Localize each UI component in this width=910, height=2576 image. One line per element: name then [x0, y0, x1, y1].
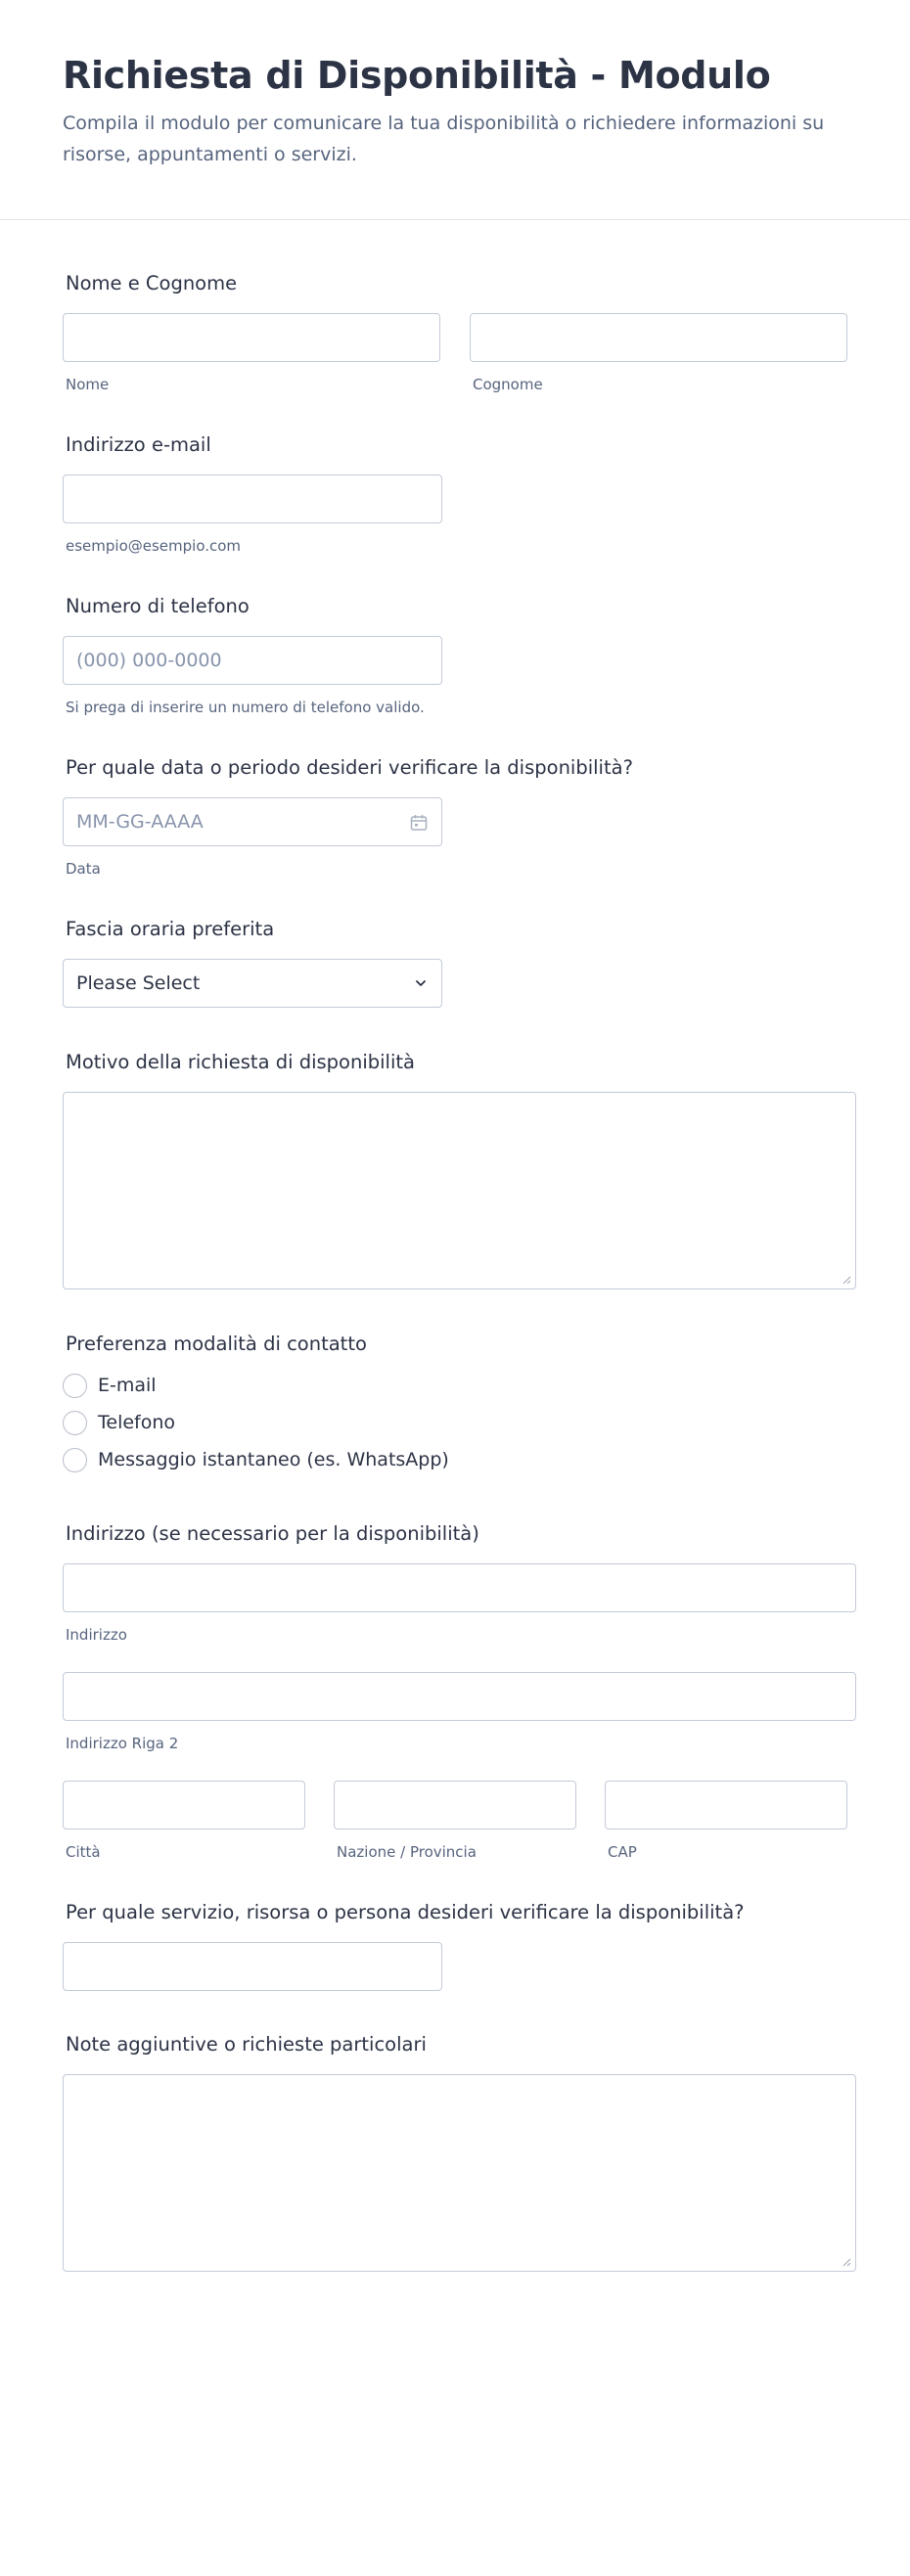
first-name-sublabel: Nome: [66, 376, 110, 393]
calendar-icon[interactable]: [409, 813, 429, 833]
state-input[interactable]: [334, 1781, 576, 1830]
reason-label: Motivo della richiesta di disponibilità: [66, 1051, 415, 1073]
radio-option-phone[interactable]: [63, 1404, 847, 1441]
timeslot-field: [63, 917, 847, 1008]
address-line2-sublabel: Indirizzo Riga 2: [66, 1735, 179, 1752]
radio-label: Telefono: [98, 1412, 176, 1433]
contact-pref-label: Preferenza modalità di contatto: [66, 1333, 367, 1355]
form-header: [0, 0, 910, 220]
city-sublabel: Città: [66, 1843, 101, 1861]
address-label: Indirizzo (se necessario per la disponibilità): [66, 1522, 479, 1545]
resource-label: Per quale servizio, risorsa o persona desideri verificare la disponibilità?: [66, 1901, 745, 1923]
email-field: [63, 432, 847, 555]
timeslot-selected-value: Please Select: [76, 972, 201, 994]
last-name-sublabel: Cognome: [473, 376, 543, 393]
contact-pref-field: [63, 1332, 847, 1478]
reason-field: [63, 1050, 847, 1289]
city-input[interactable]: [63, 1781, 305, 1830]
last-name-input[interactable]: [470, 313, 847, 362]
form-body: [0, 271, 910, 2272]
address-line1-input[interactable]: [63, 1563, 856, 1612]
email-sublabel: esempio@esempio.com: [66, 537, 242, 555]
resource-input[interactable]: [63, 1942, 442, 1991]
notes-field: [63, 2032, 847, 2272]
notes-label: Note aggiuntive o richieste particolari: [66, 2033, 427, 2056]
radio-label: E-mail: [98, 1375, 157, 1396]
date-sublabel: Data: [66, 860, 101, 878]
address-line2-input[interactable]: [63, 1672, 856, 1721]
timeslot-select[interactable]: [63, 959, 442, 1008]
state-sublabel: Nazione / Provincia: [337, 1843, 477, 1861]
resize-handle-icon[interactable]: [842, 2257, 851, 2267]
timeslot-label: Fascia oraria preferita: [66, 918, 275, 940]
date-input[interactable]: [63, 797, 442, 846]
date-label: Per quale data o periodo desideri verificare la disponibilità?: [66, 756, 633, 779]
address-line1-sublabel: Indirizzo: [66, 1626, 127, 1644]
phone-input[interactable]: [63, 636, 442, 685]
name-field: [63, 271, 847, 393]
phone-field: [63, 594, 847, 716]
notes-textarea[interactable]: [63, 2074, 856, 2272]
form-subtitle: Compila il modulo per comunicare la tua disponibilità o richiedere informazioni su risorse, appuntamenti o servizi.: [63, 113, 825, 165]
phone-sublabel: Si prega di inserire un numero di telefono valido.: [66, 699, 425, 716]
radio-button[interactable]: [63, 1374, 87, 1398]
address-field: [63, 1521, 847, 1861]
radio-button[interactable]: [63, 1448, 87, 1472]
phone-placeholder: (000) 000-0000: [76, 650, 222, 671]
phone-label: Numero di telefono: [66, 595, 250, 617]
radio-label: Messaggio istantaneo (es. WhatsApp): [98, 1449, 449, 1470]
name-label: Nome e Cognome: [66, 272, 238, 294]
radio-option-email[interactable]: [63, 1367, 847, 1404]
radio-option-instant-message[interactable]: [63, 1441, 847, 1478]
date-placeholder: MM-GG-AAAA: [76, 811, 204, 833]
reason-textarea[interactable]: [63, 1092, 856, 1289]
zip-sublabel: CAP: [608, 1843, 637, 1861]
resize-handle-icon[interactable]: [842, 1275, 851, 1285]
form-title: Richiesta di Disponibilità - Modulo: [63, 54, 771, 97]
email-label: Indirizzo e-mail: [66, 433, 211, 456]
email-input[interactable]: [63, 475, 442, 523]
date-field: [63, 755, 847, 878]
radio-button[interactable]: [63, 1411, 87, 1435]
resource-field: [63, 1900, 847, 1991]
chevron-down-icon: [414, 976, 428, 990]
first-name-input[interactable]: [63, 313, 440, 362]
zip-input[interactable]: [605, 1781, 847, 1830]
